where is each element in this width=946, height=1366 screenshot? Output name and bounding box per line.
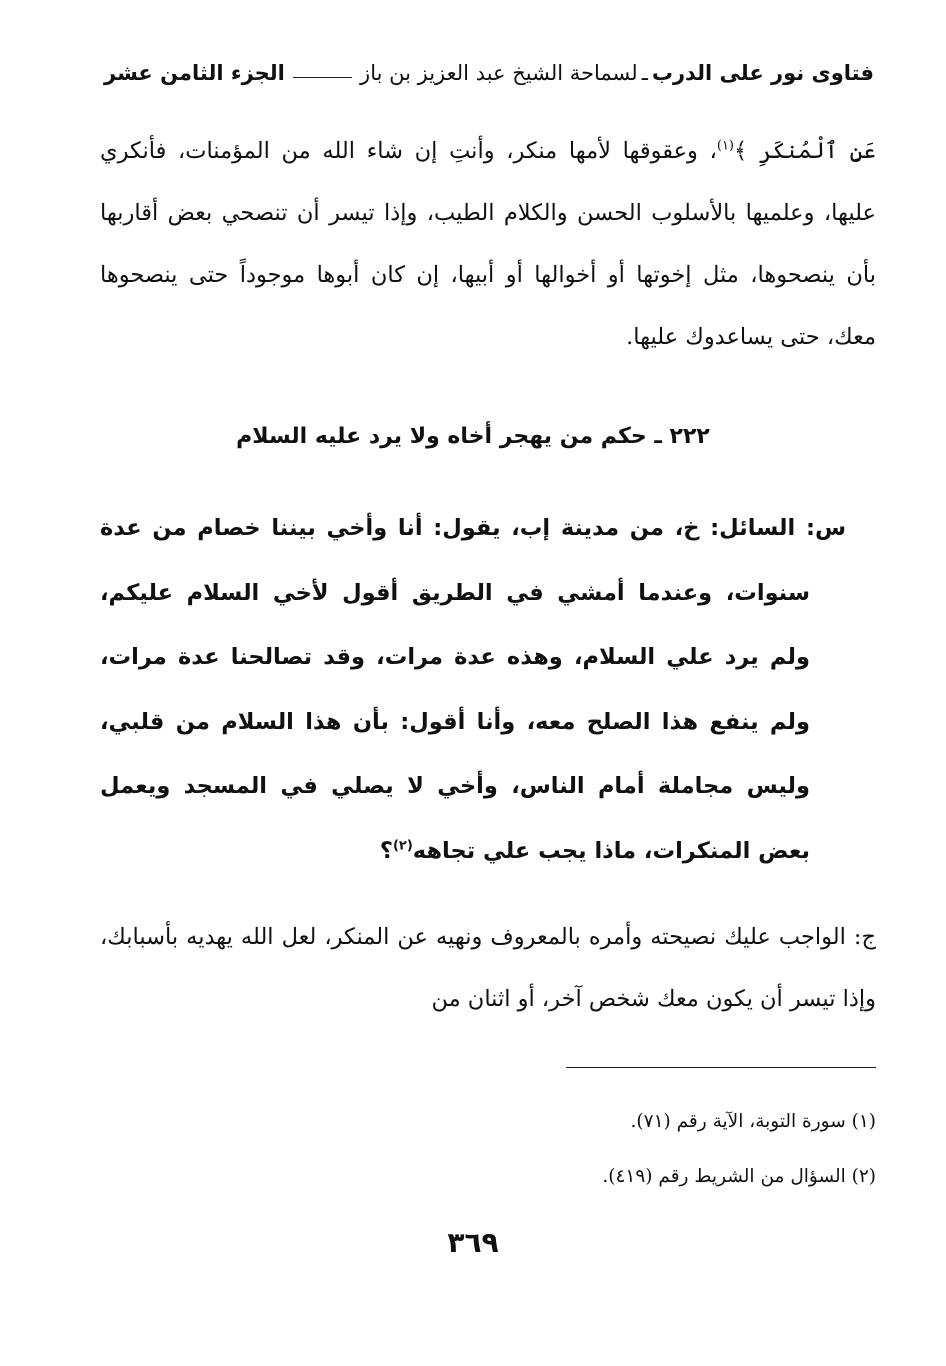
page-number: ٣٦٩ xyxy=(447,1226,499,1259)
running-header xyxy=(104,56,874,90)
volume-part: الجزء الثامن عشر xyxy=(104,61,285,85)
question-paragraph xyxy=(100,496,846,883)
footnote-ref-1: (١) xyxy=(716,138,734,154)
footnote-ref-2: (٢) xyxy=(392,838,413,853)
header-separator: ـ xyxy=(641,61,648,85)
question-end: ؟ xyxy=(379,837,393,864)
section-heading: ٢٢٢ ـ حكم من يهجر أخاه ولا يرد عليه السلام xyxy=(236,424,710,449)
quran-fragment: عَنِ ٱلْمُنكَرِ ﴾ xyxy=(734,138,876,164)
paragraph-text: ، وعقوقها لأمها منكر، وأنتِ إن شاء الله من المؤمنات، فأنكري عليها، وعلميها بالأسلوب الحسن والكلام الطيب، وإذا تيسر أن تنصحي بعض أقاربها بأن ينصحوها، مثل إخوتها أو أخوالها أو أبيها، إن كان أبوها موجوداً حتى ينصحوها معك، حتى يساعدوك عليها. xyxy=(100,138,876,350)
footnote-rule xyxy=(566,1067,876,1068)
answer-paragraph: ج: الواجب عليك نصيحته وأمره بالمعروف ونهيه عن المنكر، لعل الله يهديه بأسبابك، وإذا تيسر أن يكون معك شخص آخر، أو اثنان من xyxy=(100,924,876,1012)
continuation-paragraph xyxy=(100,120,876,368)
footnotes xyxy=(100,1094,876,1204)
author-name: لسماحة الشيخ عبد العزيز بن باز xyxy=(360,61,638,85)
header-rule xyxy=(293,77,352,78)
book-title: فتاوى نور على الدرب xyxy=(651,61,874,85)
footnote-2: (٢) السؤال من الشريط رقم (٤١٩). xyxy=(602,1166,876,1187)
question-text: س: السائل: خ، من مدينة إب، يقول: أنا وأخي بيننا خصام من عدة سنوات، وعندما أمشي في الطريق أقول لأخي السلام عليكم، ولم يرد علي السلام، وهذه عدة مرات، وقد تصالحنا عدة مرات، ولم ينفع هذا الصلح معه، وأنا أقول: بأن هذا السلام من قلبي، وليس مجاملة أمام الناس، وأخي لا يصلي في المسجد ويعمل بعض المنكرات، ماذا يجب علي تجاهه xyxy=(100,515,846,864)
footnote-1: (١) سورة التوبة، الآية رقم (٧١). xyxy=(630,1111,876,1132)
